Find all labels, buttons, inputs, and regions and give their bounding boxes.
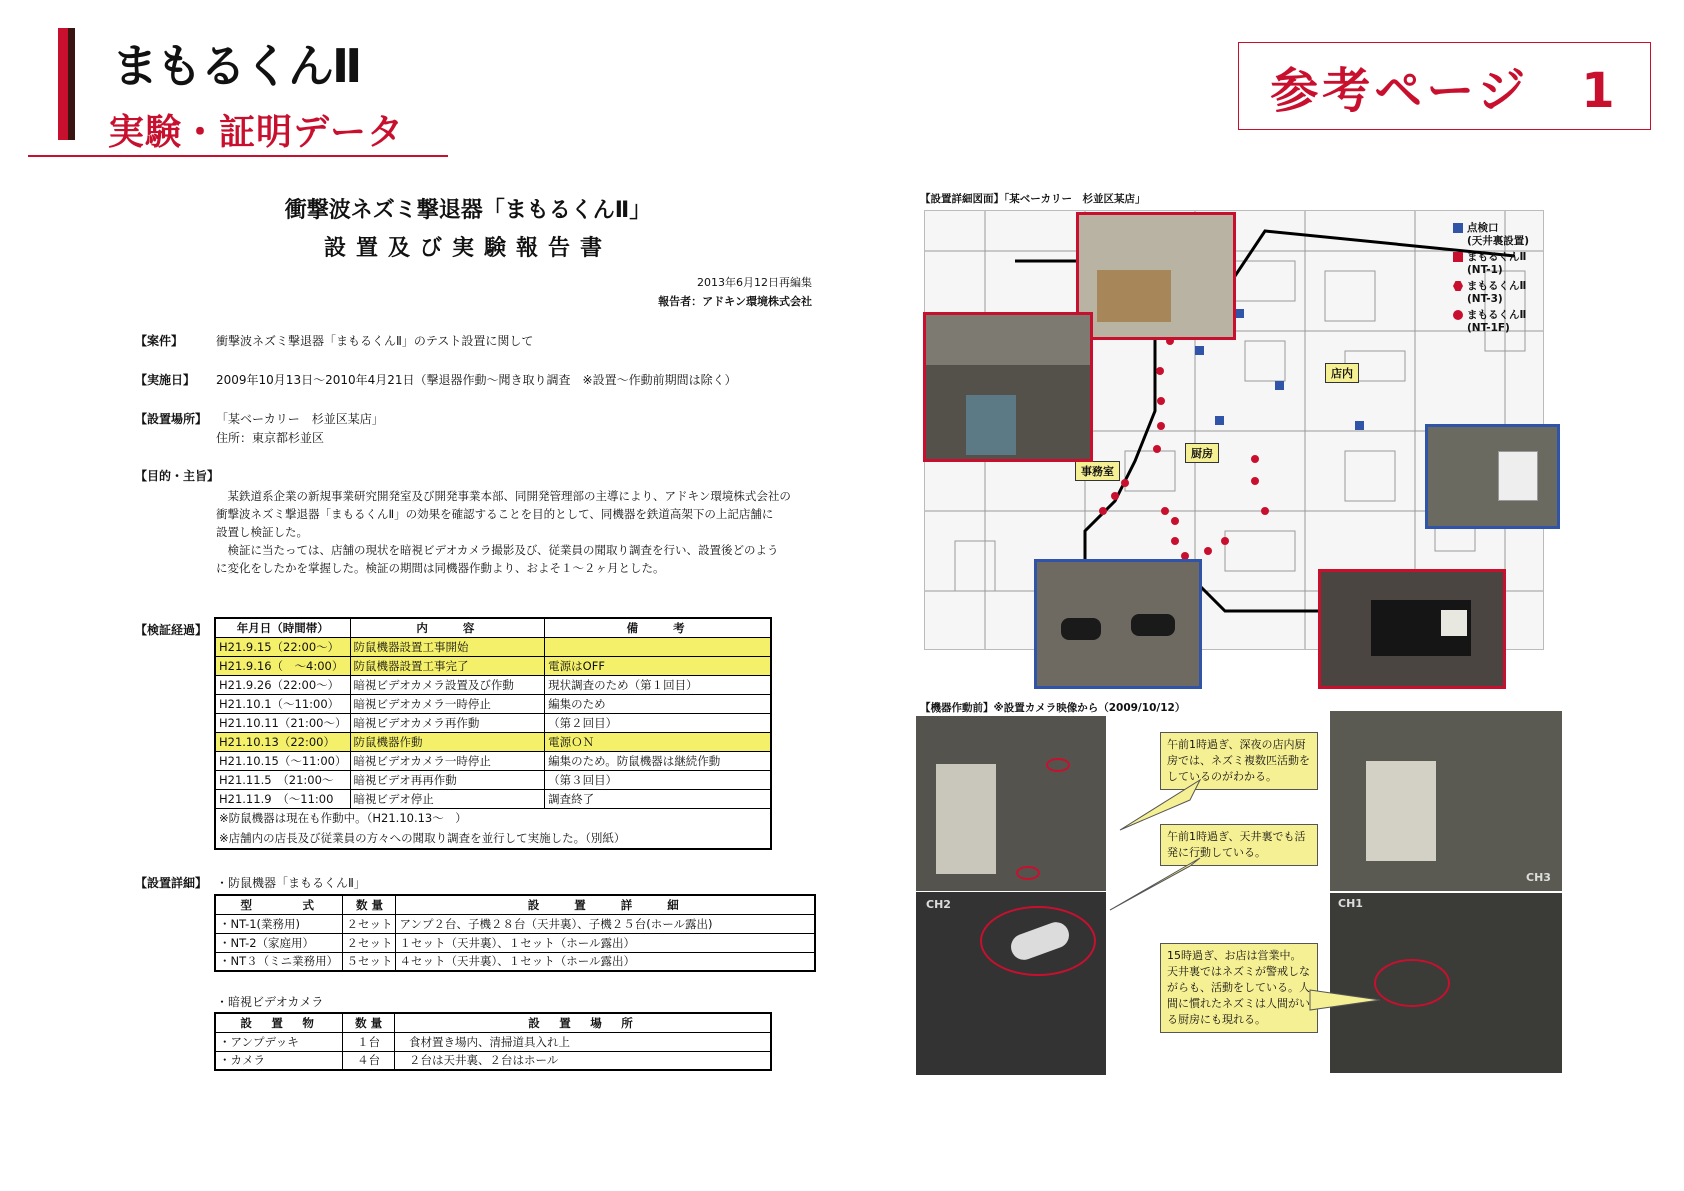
date-text: 2009年10月13日〜2010年4月21日（撃退器作動〜聞き取り調査 ※設置〜作動前期間は除く）: [216, 373, 737, 387]
progress-date: H21.9.26（22:00〜）: [215, 675, 350, 694]
progress-content: 暗視ビデオカメラ再作動: [350, 713, 545, 732]
camera-qty: １台: [343, 1032, 395, 1051]
report-author: 報告者：アドキン環境株式会社: [658, 295, 812, 308]
legend-label: まもるくんⅡ: [1467, 251, 1527, 263]
balloon-pointer: [1120, 780, 1200, 830]
device-header: 設 置 詳 細: [396, 895, 815, 914]
progress-date: H21.11.5 （21:00〜: [215, 770, 350, 789]
balloon-daytime: 15時過ぎ、お店は営業中。天井裏ではネズミが警戒しながらも、活動をしている。人間に慣れたネズミは人間がいる厨房にも現れる。: [1160, 943, 1318, 1033]
purpose-line: 検証に当たっては、店舗の現状を暗視ビデオカメラ撮影及び、従業員の聞取り調査を行い、設置後どのよう: [216, 543, 779, 557]
progress-date: H21.10.15（〜11:00）: [215, 751, 350, 770]
balloon-ceiling-night: 午前1時過ぎ、天井裏でも活発に行動している。: [1160, 824, 1318, 866]
camera-header: 数 量: [343, 1013, 395, 1032]
place-label: 【設置場所】: [135, 412, 208, 426]
camera-header: 設 置 場 所: [395, 1013, 771, 1032]
progress-note: 電源ＯＮ: [545, 732, 771, 751]
progress-note: 調査終了: [545, 789, 771, 808]
report-date: 2013年6月12日再編集: [697, 276, 812, 289]
purpose-label: 【目的・主旨】: [135, 469, 220, 483]
camera-item: ・アンプデッキ: [215, 1032, 343, 1051]
legend-label: まもるくんⅡ: [1467, 280, 1527, 292]
brand-subtitle: 実験・証明データ: [108, 112, 405, 153]
device-detail: １セット（天井裏）、１セット（ホール露出）: [396, 933, 815, 952]
date-label: 【実施日】: [135, 373, 196, 387]
camera-place: 食材置き場内、清掃道具入れ上: [395, 1032, 771, 1051]
balloon-kitchen-night: 午前1時過ぎ、深夜の店内厨房では、ネズミ複数匹活動をしているのがわかる。: [1160, 732, 1318, 790]
cctv-channel-label: CH2: [926, 898, 951, 911]
progress-note: 編集のため: [545, 694, 771, 713]
progress-header: 内 容: [350, 618, 545, 637]
room-store: 店内: [1325, 363, 1359, 383]
progress-date: H21.10.11（21:00〜）: [215, 713, 350, 732]
purpose-line: 設置し検証した。: [216, 525, 308, 539]
progress-content: 防鼠機器設置工事開始: [350, 637, 545, 656]
device-model: ・NT-1(業務用): [215, 914, 343, 933]
balloon-pointer: [1310, 990, 1380, 1010]
device-detail: アンプ２台、子機２８台（天井裏）、子機２５台(ホール露出): [396, 914, 815, 933]
progress-date: H21.9.15（22:00〜）: [215, 637, 350, 656]
device-detail: ４セット（天井裏）、１セット（ホール露出）: [396, 952, 815, 971]
legend-sub: (天井裏設置): [1467, 235, 1530, 247]
progress-footnote: ※店舗内の店長及び従業員の方々への聞取り調査を並行して実施した。（別紙）: [215, 827, 771, 849]
progress-content: 防鼠機器設置工事完了: [350, 656, 545, 675]
progress-header: 年月日（時間帯）: [215, 618, 350, 637]
cctv-channel-label: CH3: [1526, 871, 1551, 884]
legend-label: 点検口: [1467, 222, 1499, 234]
camera-place: ２台は天井裏、２台はホール: [395, 1051, 771, 1070]
progress-date: H21.10.13（22:00）: [215, 732, 350, 751]
progress-note: （第２回目）: [545, 713, 771, 732]
device-header: 数 量: [343, 895, 396, 914]
legend-sub: (NT-1): [1467, 264, 1503, 276]
device-model: ・NT３（ミニ業務用）: [215, 952, 343, 971]
device-qty: ２セット: [343, 933, 396, 952]
progress-label: 【検証経過】: [135, 623, 208, 637]
progress-date: H21.9.16（ 〜4:00）: [215, 656, 350, 675]
purpose-line: に変化をしたかを掌握した。検証の期間は同機器作動より、およそ１〜２ヶ月とした。: [216, 561, 665, 575]
device-qty: ５セット: [343, 952, 396, 971]
room-kitchen: 厨房: [1185, 443, 1219, 463]
plan-caption: 【設置詳細図面】「某ベーカリー 杉並区某店」: [920, 193, 1146, 205]
device-header: 型 式: [215, 895, 343, 914]
report-title: 衝撃波ネズミ撃退器「まもるくんⅡ」: [284, 198, 652, 223]
cctv-caption: 【機器作動前】※設置カメラ映像から（2009/10/12）: [920, 702, 1186, 714]
progress-footnote: ※防鼠機器は現在も作動中。（H21.10.13〜 ）: [215, 808, 771, 827]
camera-item: ・カメラ: [215, 1051, 343, 1070]
device-caption: ・防鼠機器「まもるくんⅡ」: [216, 876, 366, 890]
progress-date: H21.10.1（〜11:00）: [215, 694, 350, 713]
balloon-pointer: [1110, 858, 1200, 910]
camera-header: 設 置 物: [215, 1013, 343, 1032]
place-text: 「某ベーカリー 杉並区某店」: [216, 412, 384, 426]
cctv-channel-label: CH1: [1338, 897, 1363, 910]
case-text: 衝撃波ネズミ撃退器「まもるくんⅡ」のテスト設置に関して: [216, 334, 534, 348]
progress-content: 暗視ビデオ停止: [350, 789, 545, 808]
legend-sub: (NT-1F): [1467, 322, 1510, 334]
room-office: 事務室: [1075, 461, 1120, 481]
progress-note: 電源はOFF: [545, 656, 771, 675]
progress-content: 防鼠機器作動: [350, 732, 545, 751]
reference-page-label: 参考ページ 1: [1270, 62, 1619, 119]
progress-header: 備 考: [545, 618, 771, 637]
legend-label: まもるくんⅡ: [1467, 309, 1527, 321]
case-label: 【案件】: [135, 334, 184, 348]
device-qty: ２セット: [343, 914, 396, 933]
progress-content: 暗視ビデオカメラ一時停止: [350, 751, 545, 770]
progress-note: 編集のため。防鼠機器は継続作動: [545, 751, 771, 770]
progress-content: 暗視ビデオカメラ設置及び作動: [350, 675, 545, 694]
detail-label: 【設置詳細】: [135, 876, 208, 890]
progress-note: 現状調査のため（第１回目）: [545, 675, 771, 694]
camera-qty: ４台: [343, 1051, 395, 1070]
progress-content: 暗視ビデオ再再作動: [350, 770, 545, 789]
camera-caption: ・暗視ビデオカメラ: [216, 995, 324, 1009]
progress-content: 暗視ビデオカメラ一時停止: [350, 694, 545, 713]
progress-date: H21.11.9 （〜11:00: [215, 789, 350, 808]
purpose-line: 某鉄道系企業の新規事業研究開発室及び開発事業本部、同開発管理部の主導により、アドキン環境株式会社の: [216, 489, 791, 503]
purpose-line: 衝撃波ネズミ撃退器「まもるくんⅡ」の効果を確認することを目的として、同機器を鉄道高架下の上記店舗に: [216, 507, 774, 521]
legend-sub: (NT-3): [1467, 293, 1503, 305]
report-subtitle: 設置及び実験報告書: [323, 236, 612, 261]
device-model: ・NT-2（家庭用）: [215, 933, 343, 952]
address-text: 住所：東京都杉並区: [216, 431, 325, 445]
progress-note: （第３回目）: [545, 770, 771, 789]
brand-logo: まもるくんⅡ: [112, 39, 361, 93]
